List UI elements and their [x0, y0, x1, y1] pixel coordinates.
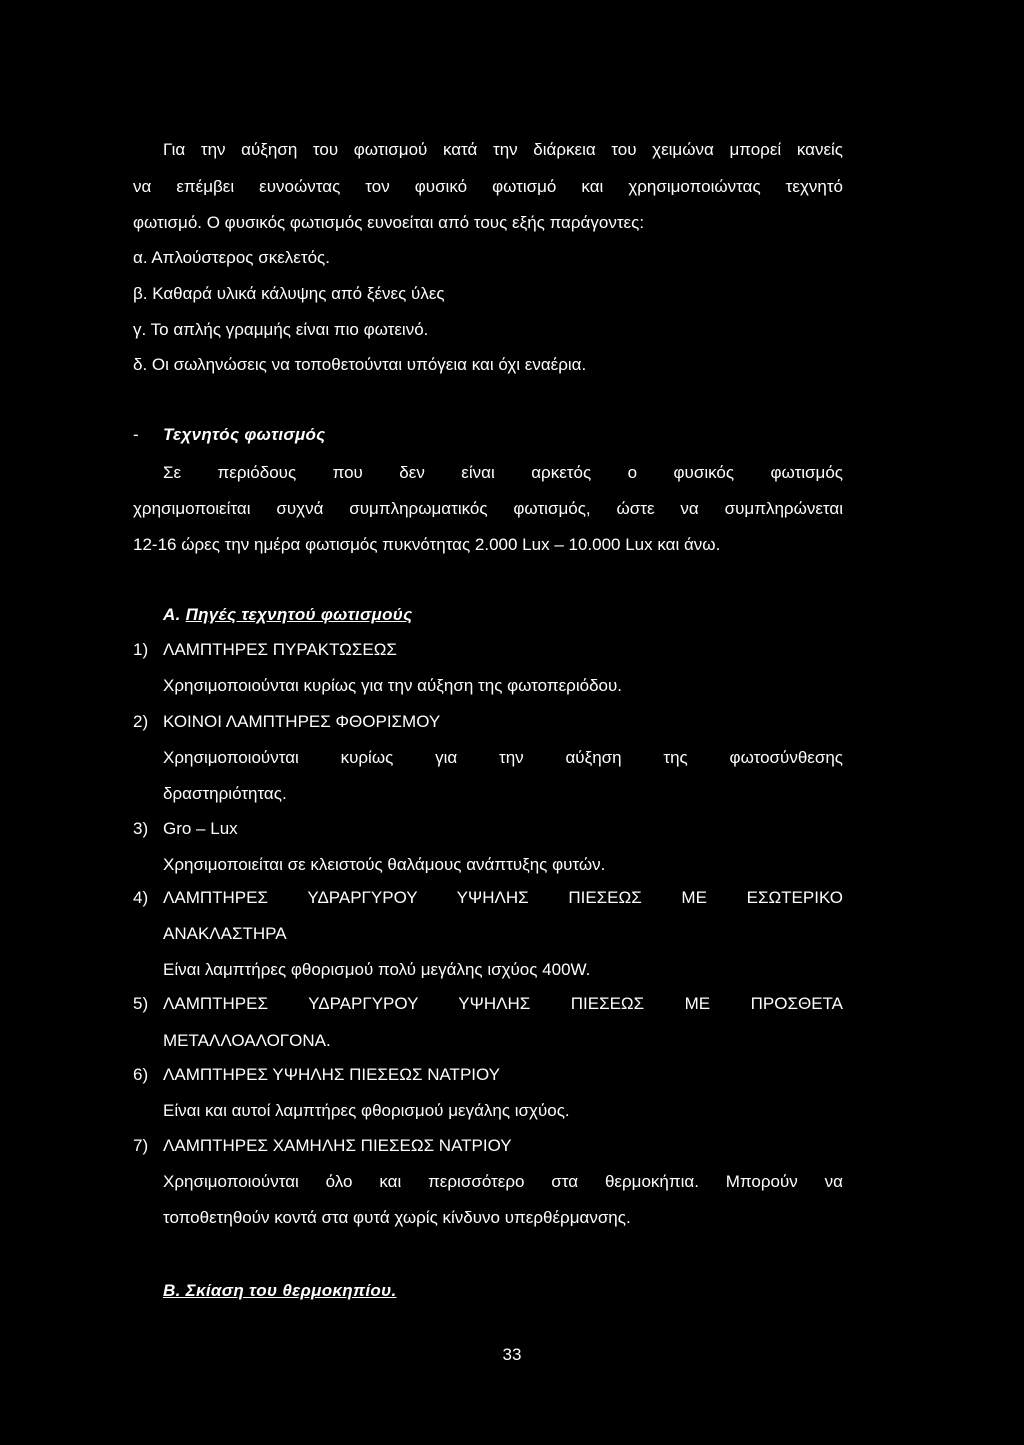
list-item-title: ΛΑΜΠΤΗΡΕΣ ΧΑΜΗΛΗΣ ΠΙΕΣΕΩΣ ΝΑΤΡΙΟΥ	[163, 1136, 512, 1155]
factor-item: δ. Οι σωληνώσεις να τοποθετούνται υπόγεια και όχι εναέρια.	[133, 355, 587, 374]
list-item-desc: Είναι και αυτοί λαμπτήρες φθορισμού μεγάλης ισχύος.	[163, 1101, 570, 1120]
list-number: 4)	[133, 888, 149, 907]
list-item	[133, 640, 397, 660]
list-number: 1)	[133, 640, 149, 659]
list-item-title: ΛΑΜΠΤΗΡΕΣ ΥΨΗΛΗΣ ΠΙΕΣΕΩΣ ΝΑΤΡΙΟΥ	[163, 1065, 501, 1084]
page-number: 33	[502, 1345, 522, 1364]
list-item-title: ΛΑΜΠΤΗΡΕΣ ΥΔΡΑΡΓΥΡΟΥ ΥΨΗΛΗΣ ΠΙΕΣΕΩΣ ΜΕ ΠΡΟΣΘΕΤΑ	[163, 994, 843, 1013]
factor-item: γ. Το απλής γραμμής είναι πιο φωτεινό.	[133, 320, 429, 339]
list-item	[133, 888, 843, 908]
factor-item: β. Καθαρά υλικά κάλυψης από ξένες ύλες	[133, 284, 445, 303]
list-item	[133, 1065, 500, 1085]
intro-line-2: να επέμβει ευνοώντας τον φυσικό φωτισμό και χρησιμοποιώντας τεχνητό	[133, 177, 843, 196]
list-item	[133, 819, 238, 839]
list-item-desc: τοποθετηθούν κοντά στα φυτά χωρίς κίνδυνο υπερθέρμανσης.	[163, 1208, 631, 1227]
list-item-title: ΛΑΜΠΤΗΡΕΣ ΠΥΡΑΚΤΩΣΕΩΣ	[163, 640, 397, 659]
list-number: 3)	[133, 819, 149, 838]
list-item-title: ΛΑΜΠΤΗΡΕΣ ΥΔΡΑΡΓΥΡΟΥ ΥΨΗΛΗΣ ΠΙΕΣΕΩΣ ΜΕ ΕΣΩΤΕΡΙΚΟ	[163, 888, 843, 907]
list-number: 7)	[133, 1136, 149, 1155]
list-number: 2)	[133, 712, 149, 731]
list-item-desc: Χρησιμοποιούνται κυρίως για την αύξηση της φωτοπεριόδου.	[163, 676, 623, 695]
list-number: 5)	[133, 994, 149, 1013]
sources-heading-text: Πηγές τεχνητού φωτισμούς	[185, 605, 413, 624]
artificial-line-1: Σε περιόδους που δεν είναι αρκετός ο φυσικός φωτισμός	[163, 463, 843, 482]
sources-heading	[163, 605, 412, 625]
list-number: 6)	[133, 1065, 149, 1084]
list-item-desc: Χρησιμοποιείται σε κλειστούς θαλάμους ανάπτυξης φυτών.	[163, 855, 606, 874]
list-item-desc: Χρησιμοποιούνται κυρίως για την αύξηση της φωτοσύνθεσης	[163, 748, 843, 767]
intro-line-1: Για την αύξηση του φωτισμού κατά την διάρκεια του χειμώνα μπορεί κανείς	[163, 140, 843, 159]
list-item-title-cont: ΜΕΤΑΛΛΟΑΛΟΓΟΝΑ.	[163, 1031, 331, 1050]
list-item-title: ΚΟΙΝΟΙ ΛΑΜΠΤΗΡΕΣ ΦΘΟΡΙΣΜΟΥ	[163, 712, 441, 731]
list-item-desc: δραστηριότητας.	[163, 784, 287, 803]
section-dash: -	[133, 425, 139, 444]
artificial-lighting-heading: Τεχνητός φωτισμός	[163, 425, 326, 444]
factor-item: α. Απλούστερος σκελετός.	[133, 248, 330, 267]
artificial-line-2: χρησιμοποιείται συχνά συμπληρωματικός φωτισμός, ώστε να συμπληρώνεται	[133, 499, 843, 518]
list-item	[133, 1136, 512, 1156]
list-item-desc: Είναι λαμπτήρες φθορισμού πολύ μεγάλης ισχύος 400W.	[163, 960, 591, 979]
shading-heading: Β. Σκίαση του θερμοκηπίου.	[163, 1281, 397, 1300]
list-item-title-cont: ΑΝΑΚΛΑΣΤΗΡΑ	[163, 924, 287, 943]
list-item	[133, 994, 843, 1014]
list-item-title: Gro – Lux	[163, 819, 238, 838]
intro-line-3: φωτισμό. Ο φυσικός φωτισμός ευνοείται από τους εξής παράγοντες:	[133, 213, 645, 232]
artificial-line-3: 12-16 ώρες την ημέρα φωτισμός πυκνότητας 2.000 Lux – 10.000 Lux και άνω.	[133, 535, 721, 554]
list-item	[133, 712, 440, 732]
list-item-desc: Χρησιμοποιούνται όλο και περισσότερο στα θερμοκήπια. Μπορούν να	[163, 1172, 843, 1191]
sources-heading-prefix: Α.	[163, 605, 186, 624]
